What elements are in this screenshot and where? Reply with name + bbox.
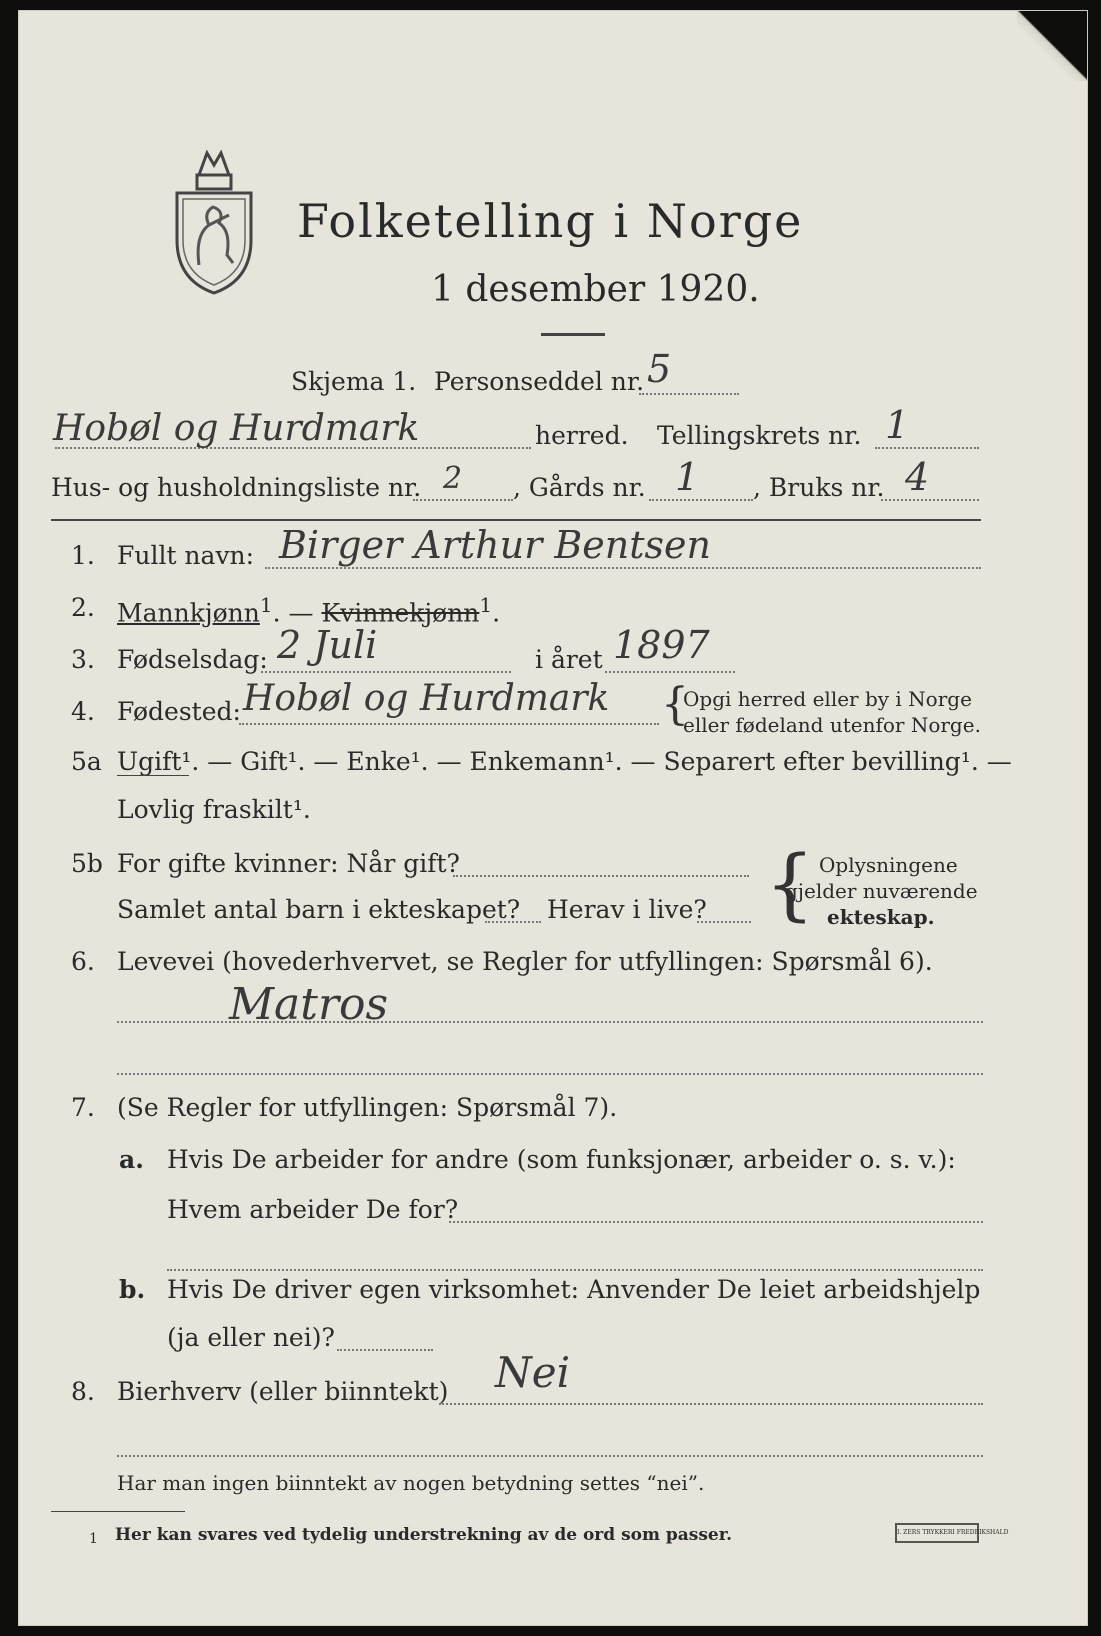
ugift-underline — [117, 775, 189, 776]
schema-label: Skjema 1. — [291, 367, 417, 396]
personseddel-value: 5 — [647, 347, 672, 391]
header-divider — [51, 519, 981, 521]
ekteskap-note-3: ekteskap. — [827, 905, 935, 929]
q7b-text: Hvis De driver egen virksomhet: Anvender De leiet arbeidshjelp — [167, 1275, 981, 1304]
census-date: 1 desember 1920. — [431, 269, 760, 310]
levevei-value: Matros — [229, 979, 389, 1030]
fullt-navn-label: Fullt navn: — [117, 541, 255, 570]
bierhverv-label: Bierhverv (eller biinntekt) — [117, 1377, 449, 1406]
gards-value: 1 — [675, 455, 700, 499]
fodested-note-1: Opgi herred eller by i Norge — [683, 687, 972, 711]
husliste-value: 2 — [443, 461, 463, 496]
arbeidsgiver-label: Hvem arbeider De for? — [167, 1195, 459, 1224]
kvinnekjonn-option: Kvinnekjønn — [321, 598, 480, 628]
tellingskrets-label: Tellingskrets nr. — [657, 421, 862, 450]
arbeidshjelp-label: (ja eller nei)? — [167, 1323, 335, 1352]
gards-label: , Gårds nr. — [513, 473, 646, 502]
q7a-text: Hvis De arbeider for andre (som funksjonær, arbeider o. s. v.): — [167, 1145, 956, 1174]
aret-label: i året — [535, 645, 603, 674]
fodselsdag-value: 2 Juli — [277, 623, 378, 667]
ekteskap-note-2: gjelder nuværende — [785, 879, 978, 903]
q7-label: (Se Regler for utfyllingen: Spørsmål 7). — [117, 1093, 618, 1122]
fodselsdag-label: Fødselsdag: — [117, 645, 268, 674]
nar-gift-label: For gifte kvinner: Når gift? — [117, 849, 460, 878]
title-divider — [541, 333, 605, 336]
husliste-label: Hus- og husholdningsliste nr. — [51, 473, 422, 502]
fodselsar-value: 1897 — [613, 623, 710, 667]
tellingskrets-value: 1 — [885, 403, 910, 447]
biinntekt-note: Har man ingen biinntekt av nogen betydning settes “nei”. — [117, 1471, 705, 1495]
fullt-navn-value: Birger Arthur Bentsen — [279, 523, 711, 567]
fodested-label: Fødested: — [117, 697, 241, 726]
lovlig-fraskilt: Lovlig fraskilt¹. — [117, 795, 311, 824]
levevei-label: Levevei (hovederhvervet, se Regler for utfyllingen: Spørsmål 6). — [117, 947, 933, 976]
fodested-note-2: eller fødeland utenfor Norge. — [683, 713, 981, 737]
herred-label: herred. — [535, 421, 629, 450]
form-title: Folketelling i Norge — [297, 194, 804, 248]
printer-stamp: I. ZERS TRYKKERI FREDRIKSHALD — [895, 1523, 979, 1543]
bruks-label: , Bruks nr. — [753, 473, 885, 502]
herred-value: Hobøl og Hurdmark — [53, 408, 420, 449]
bruks-value: 4 — [905, 455, 930, 499]
coat-of-arms-icon — [169, 145, 259, 295]
footnote-number: 1 — [89, 1531, 98, 1547]
footnote-text: Her kan svares ved tydelig understrekning av de ord som passer. — [115, 1525, 733, 1545]
fodested-value: Hobøl og Hurdmark — [243, 678, 610, 719]
bierhverv-value: Nei — [495, 1348, 571, 1397]
antal-barn-label: Samlet antal barn i ekteskapet? — [117, 895, 521, 924]
census-form: Folketelling i Norge 1 desember 1920. Skjema 1. Personseddel nr. 5 Hobøl og Hurdmark herred. Tellingskrets nr. 1 Hus- og husholdningsliste nr. 2 , Gårds nr. 1 , Bruks nr. 4 1. Fullt navn: Birger Arthur Bentsen 2. Mannkjønn$^1$. — Kvinnekjønn$^1$. 3. Fødselsdag: 2 Juli i året 1897 4. Fødested: Hobøl og Hurdmark { Opgi herred eller by i Norge eller fødeland utenfor Norge. 5a Ugift¹. — Gift¹. — Enke¹. — Enkemann¹. — Separert efter bevilling¹. — Lovlig fraskilt¹. 5b For gifte kvinner: Når gift? Samlet antal barn i ekteskapet? Herav i live? { Oplysningene gjelder nuværende ekteskap. 6. Levevei (hovederhvervet, se Regler for utfyllingen: Spørsmål 6). Matros 7. (Se Regler for utfyllingen: Spørsmål 7). a. Hvis De arbeider for andre (som funksjonær, arbeider o. s. v.): Hvem arbeider De for? b. Hvis De driver egen virksomhet: Anvender De leiet arbeidshjelp (ja eller nei)? 8. Bierhverv (eller biinntekt) Nei Har man ingen biinntekt av nogen betydning settes “nei”. 1 Her kan svares ved tydelig understrekning av de ord som passer. I. ZERS TRYKKERI FREDRIKSHALD — [18, 10, 1088, 1626]
footnote-divider — [51, 1511, 185, 1512]
kjonn-line: Mannkjønn$^1$. — Kvinnekjønn$^1$. — [117, 593, 501, 628]
ekteskap-note-1: Oplysningene — [819, 853, 958, 877]
personseddel-label: Personseddel nr. — [434, 367, 645, 396]
herav-i-live-label: Herav i live? — [547, 895, 707, 924]
sivilstand-line: Ugift¹. — Gift¹. — Enke¹. — Enkemann¹. — Separert efter bevilling¹. — — [117, 747, 1012, 776]
mannkjonn-option: Mannkjønn — [117, 598, 260, 628]
